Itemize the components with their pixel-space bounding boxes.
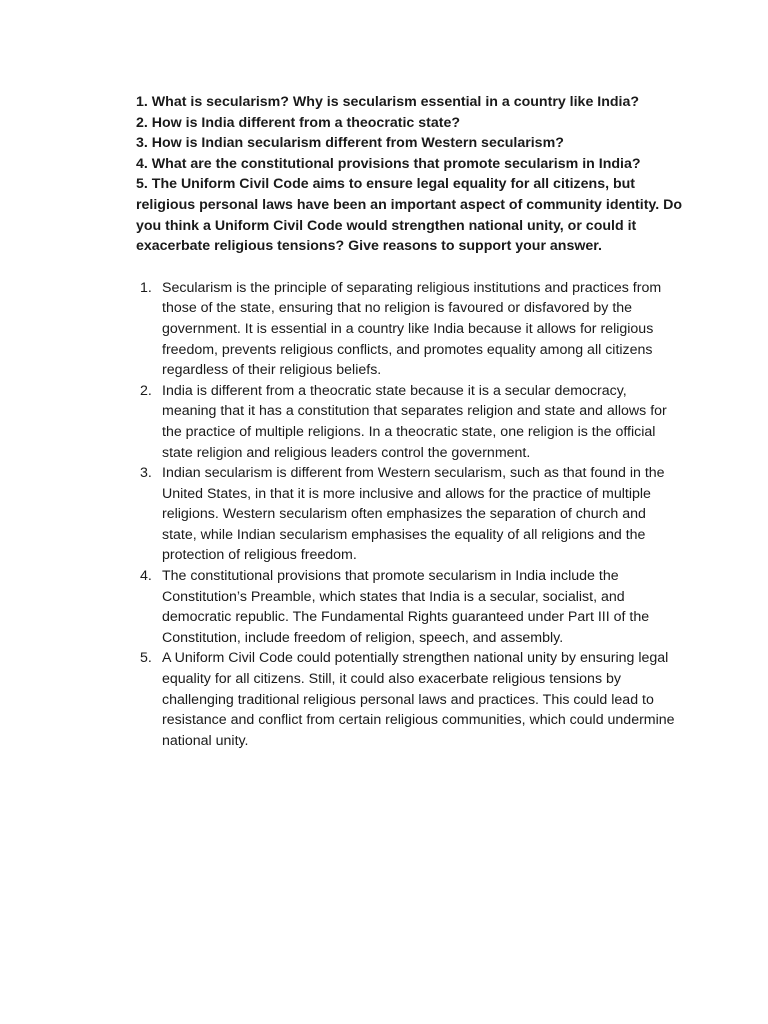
question-4: 4. What are the constitutional provisions that promote secularism in India? xyxy=(136,155,641,172)
answer-item-1 xyxy=(136,278,684,381)
answer-text: Indian secularism is different from Western secularism, such as that found in the United States, in that it is more inclusive and allows for the practice of multiple religions. Western secularism often emphasizes the separation of church and state, while Indian secularism emphasises the equality of all religions and the protection of religious freedom. xyxy=(162,465,665,564)
answer-number: 3. xyxy=(140,465,152,482)
question-1: 1. What is secularism? Why is secularism essential in a country like India? xyxy=(136,94,640,110)
answer-text: A Uniform Civil Code could potentially strengthen national unity by ensuring legal equality for all citizens. Still, it could also exacerbate religious tensions by challenging traditional religious personal laws and practices. This could lead to resistance and conflict from certain religious communities, which could undermine national unity. xyxy=(162,650,675,749)
answer-item-5 xyxy=(136,648,684,751)
answer-list xyxy=(136,278,684,752)
answer-number: 1. xyxy=(140,279,152,296)
answer-item-3 xyxy=(136,463,684,566)
answer-text: Secularism is the principle of separating religious institutions and practices from those of the state, ensuring that no religion is favoured or disfavored by the government. It is essential in a country like India because it allows for religious freedom, prevents religious conflicts, and promotes equality among all citizens regardless of their religious beliefs. xyxy=(162,279,662,379)
document-page xyxy=(136,92,684,751)
answer-text: India is different from a theocratic state because it is a secular democracy, meaning that it has a constitution that separates religion and state and allows for the practice of multiple religions. In a theocratic state, one religion is the official state religion and religious leaders control the government. xyxy=(162,382,667,461)
question-5: 5. The Uniform Civil Code aims to ensure legal equality for all citizens, but religious personal laws have been an important aspect of community identity. Do you think a Uniform Civil Code would strengthen national unity, or could it exacerbate religious tensions? Give reasons to support your answer. xyxy=(136,176,683,255)
answer-item-2 xyxy=(136,381,684,463)
question-block xyxy=(136,92,684,257)
answer-number: 5. xyxy=(140,650,152,667)
answer-number: 2. xyxy=(140,382,152,399)
question-3: 3. How is Indian secularism different from Western secularism? xyxy=(136,135,564,152)
answer-item-4 xyxy=(136,566,684,648)
question-2: 2. How is India different from a theocratic state? xyxy=(136,114,461,131)
answer-text: The constitutional provisions that promote secularism in India include the Constitution’s Preamble, which states that India is a secular, socialist, and democratic republic. The Fundamental Rights guaranteed under Part III of the Constitution, include freedom of religion, speech, and assembly. xyxy=(162,568,650,646)
answer-number: 4. xyxy=(140,568,152,585)
